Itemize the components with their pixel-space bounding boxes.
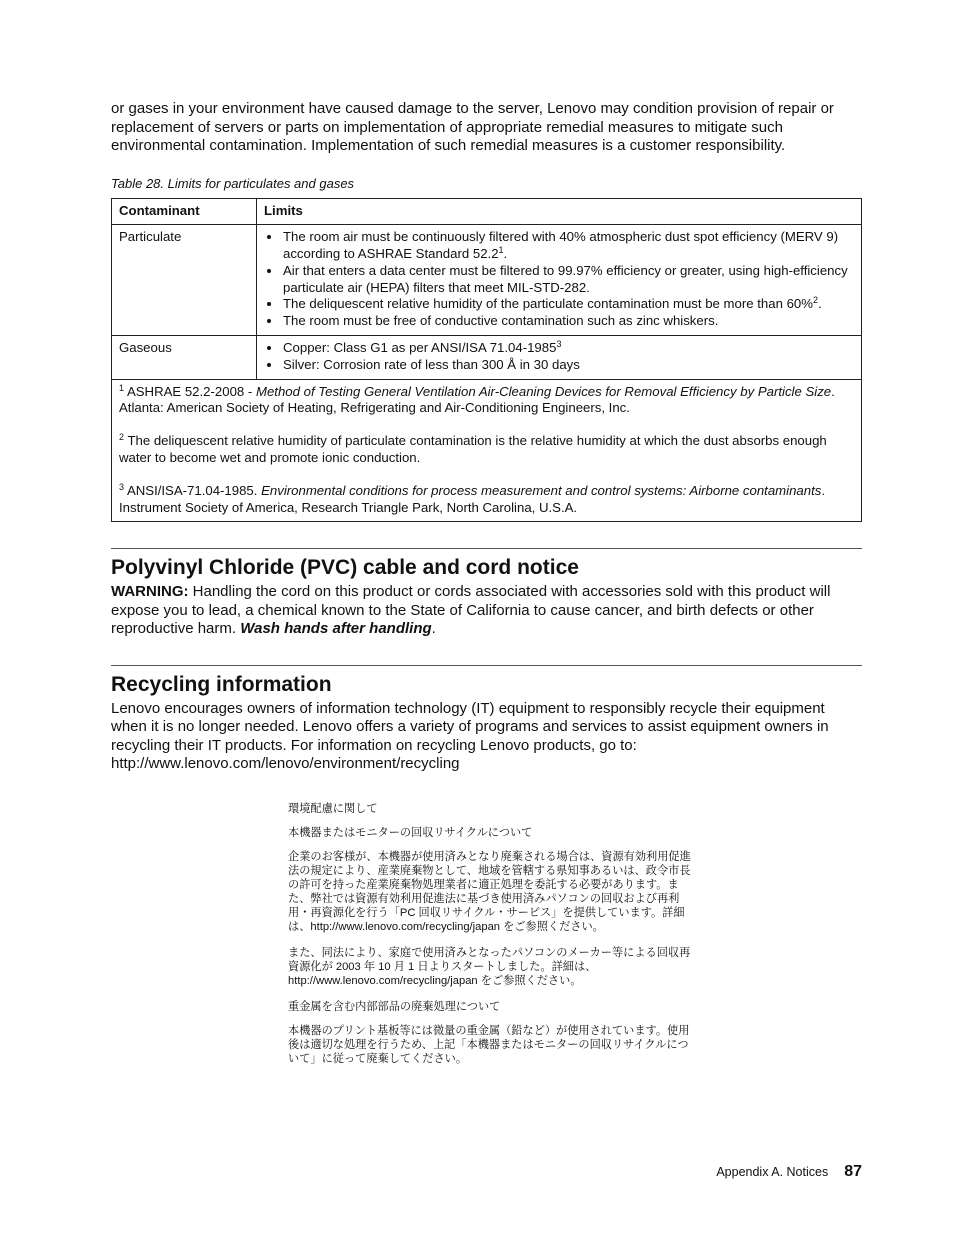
pvc-end: . — [431, 620, 436, 638]
particulate-limits-list — [264, 229, 854, 330]
gaseous-limits — [257, 336, 862, 380]
particulate-label: Particulate — [112, 225, 257, 336]
japanese-paragraph: また、同法により、家庭で使用済みとなったパソコンのメーカー等による回収再資源化が 2003 年 10 月 1 日よりスタートしました。詳細は、http://www.lenovo.com/recycling/japan をご参照ください。 — [288, 946, 691, 987]
footnote-ref: 1 — [498, 245, 504, 256]
recycling-heading: Recycling information — [111, 665, 862, 700]
japanese-heading: 重金属を含む内部部品の廃棄処理について — [288, 1000, 501, 1013]
footnote-ref: 2 — [813, 295, 819, 306]
footnote-title: Environmental conditions for process measurement and control systems: Airborne contaminants — [261, 482, 822, 498]
recycling-text: Lenovo encourages owners of information technology (IT) equipment to responsibly recycle their equipment when it is no longer needed. Lenovo offers a variety of programs and services to assist equipment owners in recycling their IT products. For information on recycling Lenovo products, go to: — [111, 699, 829, 754]
table-row-particulate — [112, 225, 862, 336]
footnote-text: The deliquescent relative humidity of particulate contamination is the relative humidity at which the dust absorbs enough water to become wet and promote ionic conduction. — [119, 433, 827, 466]
particulate-limit-item — [282, 313, 854, 330]
footnote-text-end: . Instrument Society of America, Research Triangle Park, North Carolina, U.S.A. — [119, 482, 826, 515]
footnote — [119, 433, 854, 467]
japanese-recycling-notice — [288, 802, 698, 1066]
gaseous-limit-item-text: Silver: Corrosion rate of less than 300 Å in 30 days — [283, 356, 580, 372]
header-limits: Limits — [257, 198, 862, 225]
recycling-url[interactable]: http://www.lenovo.com/lenovo/environment/recycling — [111, 755, 460, 773]
footnote-ref: 3 — [556, 339, 562, 350]
pvc-warning-text: Handling the cord on this product or cords associated with accessories sold with this product will expose you to lead, a chemical known to the State of California to cause cancer, and birth defects or other reproductive harm. — [111, 583, 831, 638]
table-footnotes — [112, 379, 862, 522]
document-page — [111, 100, 862, 1078]
table-row-notes — [112, 379, 862, 522]
particulate-limit-item-text: The room air must be continuously filtered with 40% atmospheric dust spot efficiency (MERV 9) according to ASHRAE Standard 52.2 — [283, 229, 839, 262]
footnote-number: 1 — [119, 382, 125, 393]
footnote-text: ASHRAE 52.2-2008 - — [124, 383, 256, 399]
japanese-heading: 環境配慮に関して — [288, 802, 378, 815]
recycling-paragraph — [111, 700, 862, 774]
footnote-number: 3 — [119, 481, 125, 492]
particulate-limit-item — [282, 296, 854, 313]
pvc-emphasis: Wash hands after handling — [240, 620, 432, 638]
footer-label: Appendix A. Notices — [716, 1165, 829, 1179]
particulate-limit-item-tail: . — [818, 296, 822, 312]
pvc-heading: Polyvinyl Chloride (PVC) cable and cord notice — [111, 548, 862, 583]
particulate-limit-item-text: The deliquescent relative humidity of the particulate contamination must be more than 60% — [283, 296, 813, 312]
footnote-title: Method of Testing General Ventilation Air-Cleaning Devices for Removal Efficiency by Particle Size — [255, 383, 832, 399]
japanese-paragraph: 本機器のプリント基板等には微量の重金属（鉛など）が使用されています。使用後は適切な処理を行うため、上記「本機器またはモニターの回収リサイクルについて」に従って廃棄してください。 — [288, 1024, 690, 1065]
particulate-limit-item-tail: . — [503, 246, 508, 262]
pvc-warning-paragraph — [111, 583, 862, 639]
footnote-text: ANSI/ISA-71.04-1985. — [124, 482, 262, 498]
footnote — [119, 384, 854, 418]
table-caption: Table 28. Limits for particulates and gases — [111, 175, 355, 191]
footnote-number: 2 — [119, 432, 125, 443]
intro-paragraph: or gases in your environment have caused damage to the server, Lenovo may condition provision of repair or replacement of servers or parts on implementation of appropriate remedial measures to mitigate such environmental contamination. Implementation of such remedial measures is a customer responsibility. — [111, 100, 834, 154]
footnote — [119, 483, 854, 517]
japanese-heading: 本機器またはモニターの回収リサイクルについて — [288, 826, 533, 839]
particulate-limit-item-text: The room must be free of conductive contamination such as zinc whiskers. — [283, 313, 719, 329]
particulate-limit-item-text: Air that enters a data center must be filtered to 99.97% efficiency or greater, using high-efficiency particulate air (HEPA) filters that meet MIL-STD-282. — [283, 262, 848, 295]
particulate-limit-item — [282, 229, 854, 263]
gaseous-limit-item — [282, 340, 854, 357]
particulate-limits — [257, 225, 862, 336]
header-contaminant: Contaminant — [112, 198, 257, 225]
japanese-paragraph: 企業のお客様が、本機器が使用済みとなり廃棄される場合は、資源有効利用促進法の規定により、産業廃棄物として、地域を管轄する県知事あるいは、政令市長の許可を持った産業廃棄物処理業者に適正処理を委託する必要があります。また、弊社では資源有効利用促進法に基づき使用済みパソコンの回収および再利用・再資源化を行う「PC 回収リサイクル・サービス」を提供しています。詳細は、http://www.lenovo.com/recycling/japan をご参照ください。 — [288, 850, 691, 933]
limits-table — [111, 198, 862, 523]
particulate-limit-item — [282, 263, 854, 297]
footnote-text-end: . Atlanta: American Society of Heating, Refrigerating and Air-Conditioning Engineers, Inc. — [119, 383, 835, 416]
gaseous-limits-list — [264, 340, 854, 374]
page-footer — [716, 1163, 862, 1181]
table-row-gaseous — [112, 336, 862, 380]
table-header-row — [112, 198, 862, 225]
page-number: 87 — [844, 1163, 862, 1180]
gaseous-label: Gaseous — [112, 336, 257, 380]
gaseous-limit-item — [282, 357, 854, 374]
warning-label: WARNING: — [111, 583, 189, 601]
gaseous-limit-item-text: Copper: Class G1 as per ANSI/ISA 71.04-1985 — [283, 340, 557, 356]
